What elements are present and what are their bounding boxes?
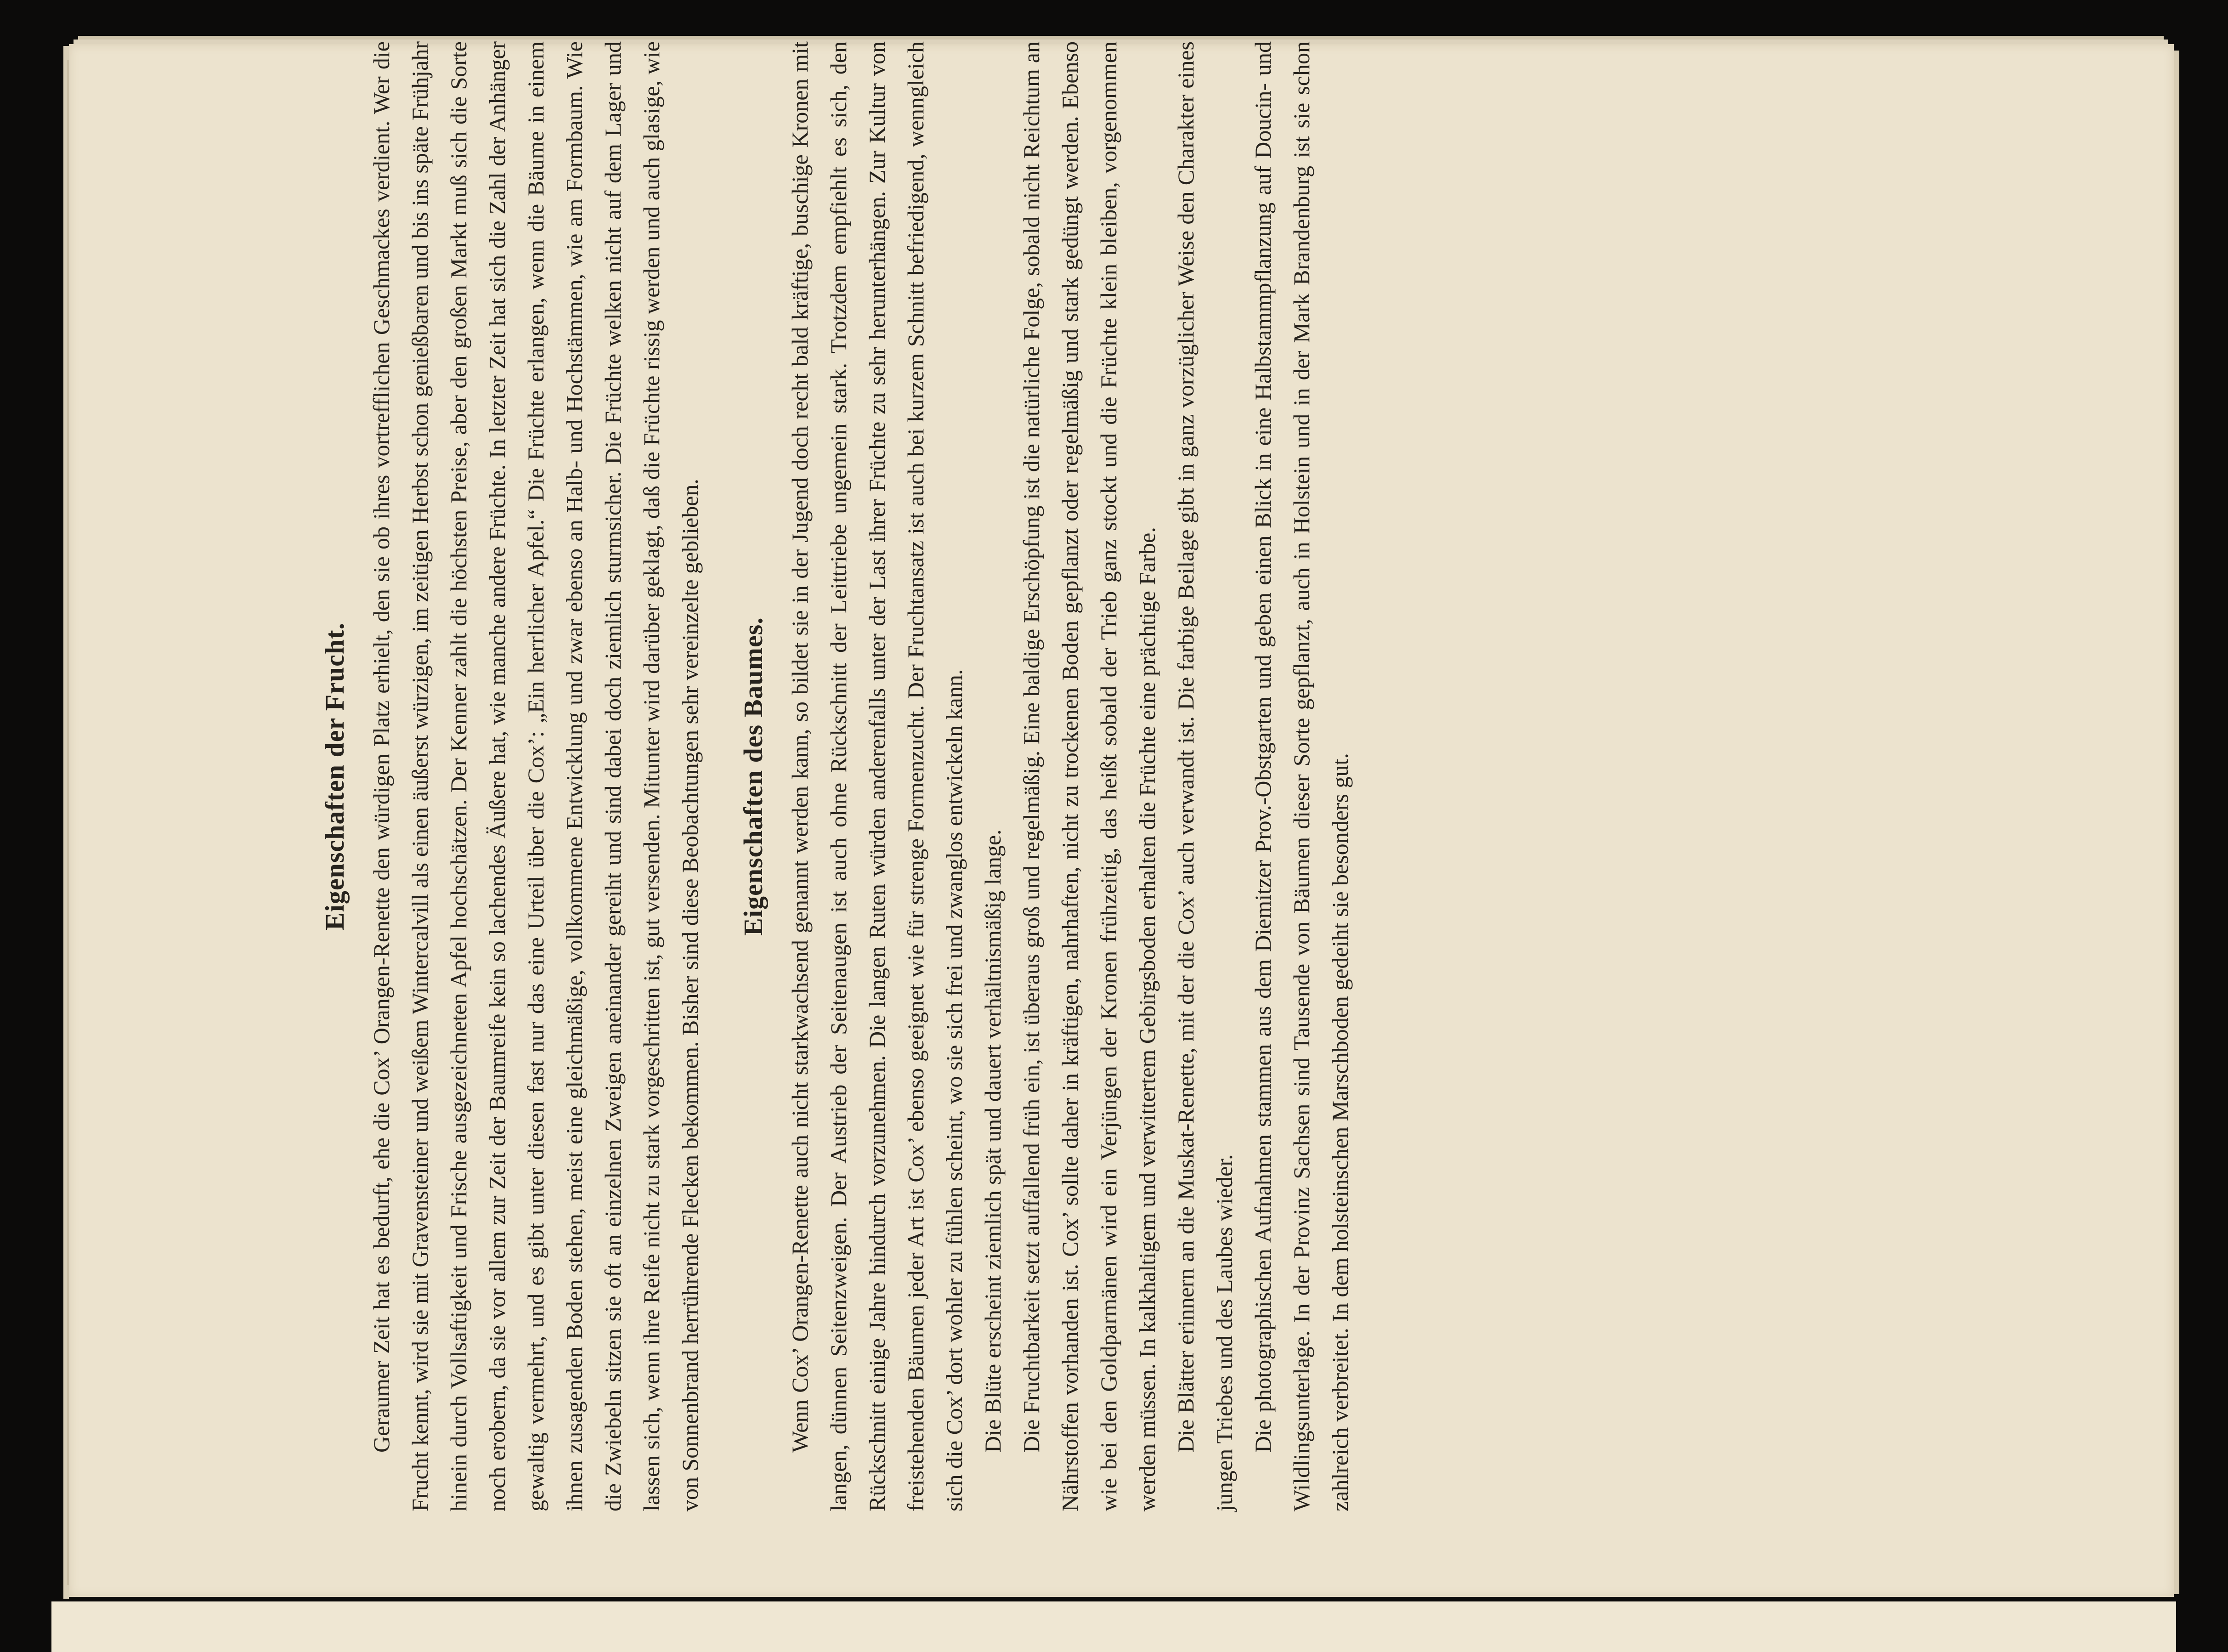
paragraph: Die Blüte erscheint ziemlich spät und dauert verhältnismäßig lange.	[980, 829, 1006, 1453]
section-fruit-properties	[319, 41, 709, 1511]
rotated-text-block	[319, 41, 1909, 1511]
paragraph: Die Blätter erinnern an die Muskat-Renette, mit der die Cox’ auch verwandt ist. Die farbige Beilage gibt in ganz vorzüglicher Weise den Charakter eines jungen Triebes und des Laubes wieder.	[1173, 41, 1237, 1511]
paragraph: Geraumer Zeit hat es bedurft, ehe die Cox’ Orangen-Renette den würdigen Platz erhielt, den sie ob ihres vortrefflichen Geschmackes verdient. Wer die Frucht kennt, wird sie mit Gravensteiner und weißem Wintercalvill als einen äußerst würzigen, im zeitigen Herbst schon genießbaren und bis ins späte Frühjahr hinein durch Vollsaftigkeit und Frische ausgezeichneten Apfel hochschätzen. Der Kenner zahlt die höchsten Preise, aber den großen Markt muß sich die Sorte noch erobern, da sie vor allem zur Zeit der Baumreife kein so lachendes Äußere hat, wie manche andere Früchte. In letzter Zeit hat sich die Zahl der Anhänger gewaltig vermehrt, und es gibt unter diesen fast nur das eine Urteil über die Cox’: „Ein herrlicher Apfel.“ Die Früchte erlangen, wenn die Bäume in einem ihnen zusagenden Boden stehen, meist eine gleichmäßige, vollkommene Entwicklung und zwar ebenso an Halb- und Hochstämmen, wie am Formbaum. Wie die Zwiebeln sitzen sie oft an einzelnen Zweigen aneinander gereiht und sind dabei doch ziemlich sturmsicher. Die Früchte welken nicht auf dem Lager und lassen sich, wenn ihre Reife nicht zu stark vorgeschritten ist, gut versenden. Mitunter wird darüber geklagt, daß die Früchte rissig werden und auch glasige, wie von Sonnenbrand herrührende Flecken bekommen. Bisher sind diese Beobachtungen sehr vereinzelte geblieben.	[368, 41, 703, 1511]
section-heading: Eigenschaften der Frucht.	[320, 622, 350, 930]
paragraph: Wenn Cox’ Orangen-Renette auch nicht starkwachsend genannt werden kann, so bildet sie in der Jugend doch recht bald kräftige, buschige Kronen mit langen, dünnen Seitenzweigen. Der Austrieb der Seitenaugen ist auch ohne Rückschnitt der Leittriebe ungemein stark. Trotzdem empfiehlt es sich, den Rückschnitt einige Jahre hindurch vorzunehmen. Die langen Ruten würden anderenfalls unter der Last ihrer Früchte zu sehr herunterhängen. Zur Kultur von freistehenden Bäumen jeder Art ist Cox’ ebenso geeignet wie für strenge Formenzucht. Der Fruchtansatz ist auch bei kurzem Schnitt befriedigend, wenngleich sich die Cox’ dort wohler zu fühlen scheint, wo sie sich frei und zwanglos entwickeln kann.	[787, 41, 967, 1511]
next-page-edge	[51, 1601, 2176, 1652]
section-heading: Eigenschaften des Baumes.	[738, 617, 768, 936]
paragraph: Die photographischen Aufnahmen stammen aus dem Diemitzer Prov.-Obstgarten und geben einen Blick in eine Halbstammpflanzung auf Doucin- und Wildlingsunterlage. In der Provinz Sachsen sind Tausende von Bäumen dieser Sorte gepflanzt, auch in Holstein und in der Mark Brandenburg ist sie schon zahlreich verbreitet. In dem holsteinschen Marschboden gedeiht sie besonders gut.	[1250, 41, 1353, 1511]
section-tree-properties	[738, 41, 1359, 1511]
paragraph: Die Fruchtbarkeit setzt auffallend früh ein, ist überaus groß und regelmäßig. Eine baldige Erschöpfung ist die natürliche Folge, sobald nicht Reichtum an Nährstoffen vorhanden ist. Cox’ sollte daher in kräftigen, nahrhaften, nicht zu trockenen Boden gepflanzt oder regelmäßig und stark gedüngt werden. Ebenso wie bei den Goldparmänen wird ein Verjüngen der Kronen frühzeitig, das heißt sobald der Trieb ganz stockt und die Früchte klein bleiben, vorgenommen werden müssen. In kalkhaltigem und verwittertem Gebirgsboden erhalten die Früchte eine prächtige Farbe.	[1018, 41, 1160, 1511]
page-edge	[78, 36, 2164, 40]
